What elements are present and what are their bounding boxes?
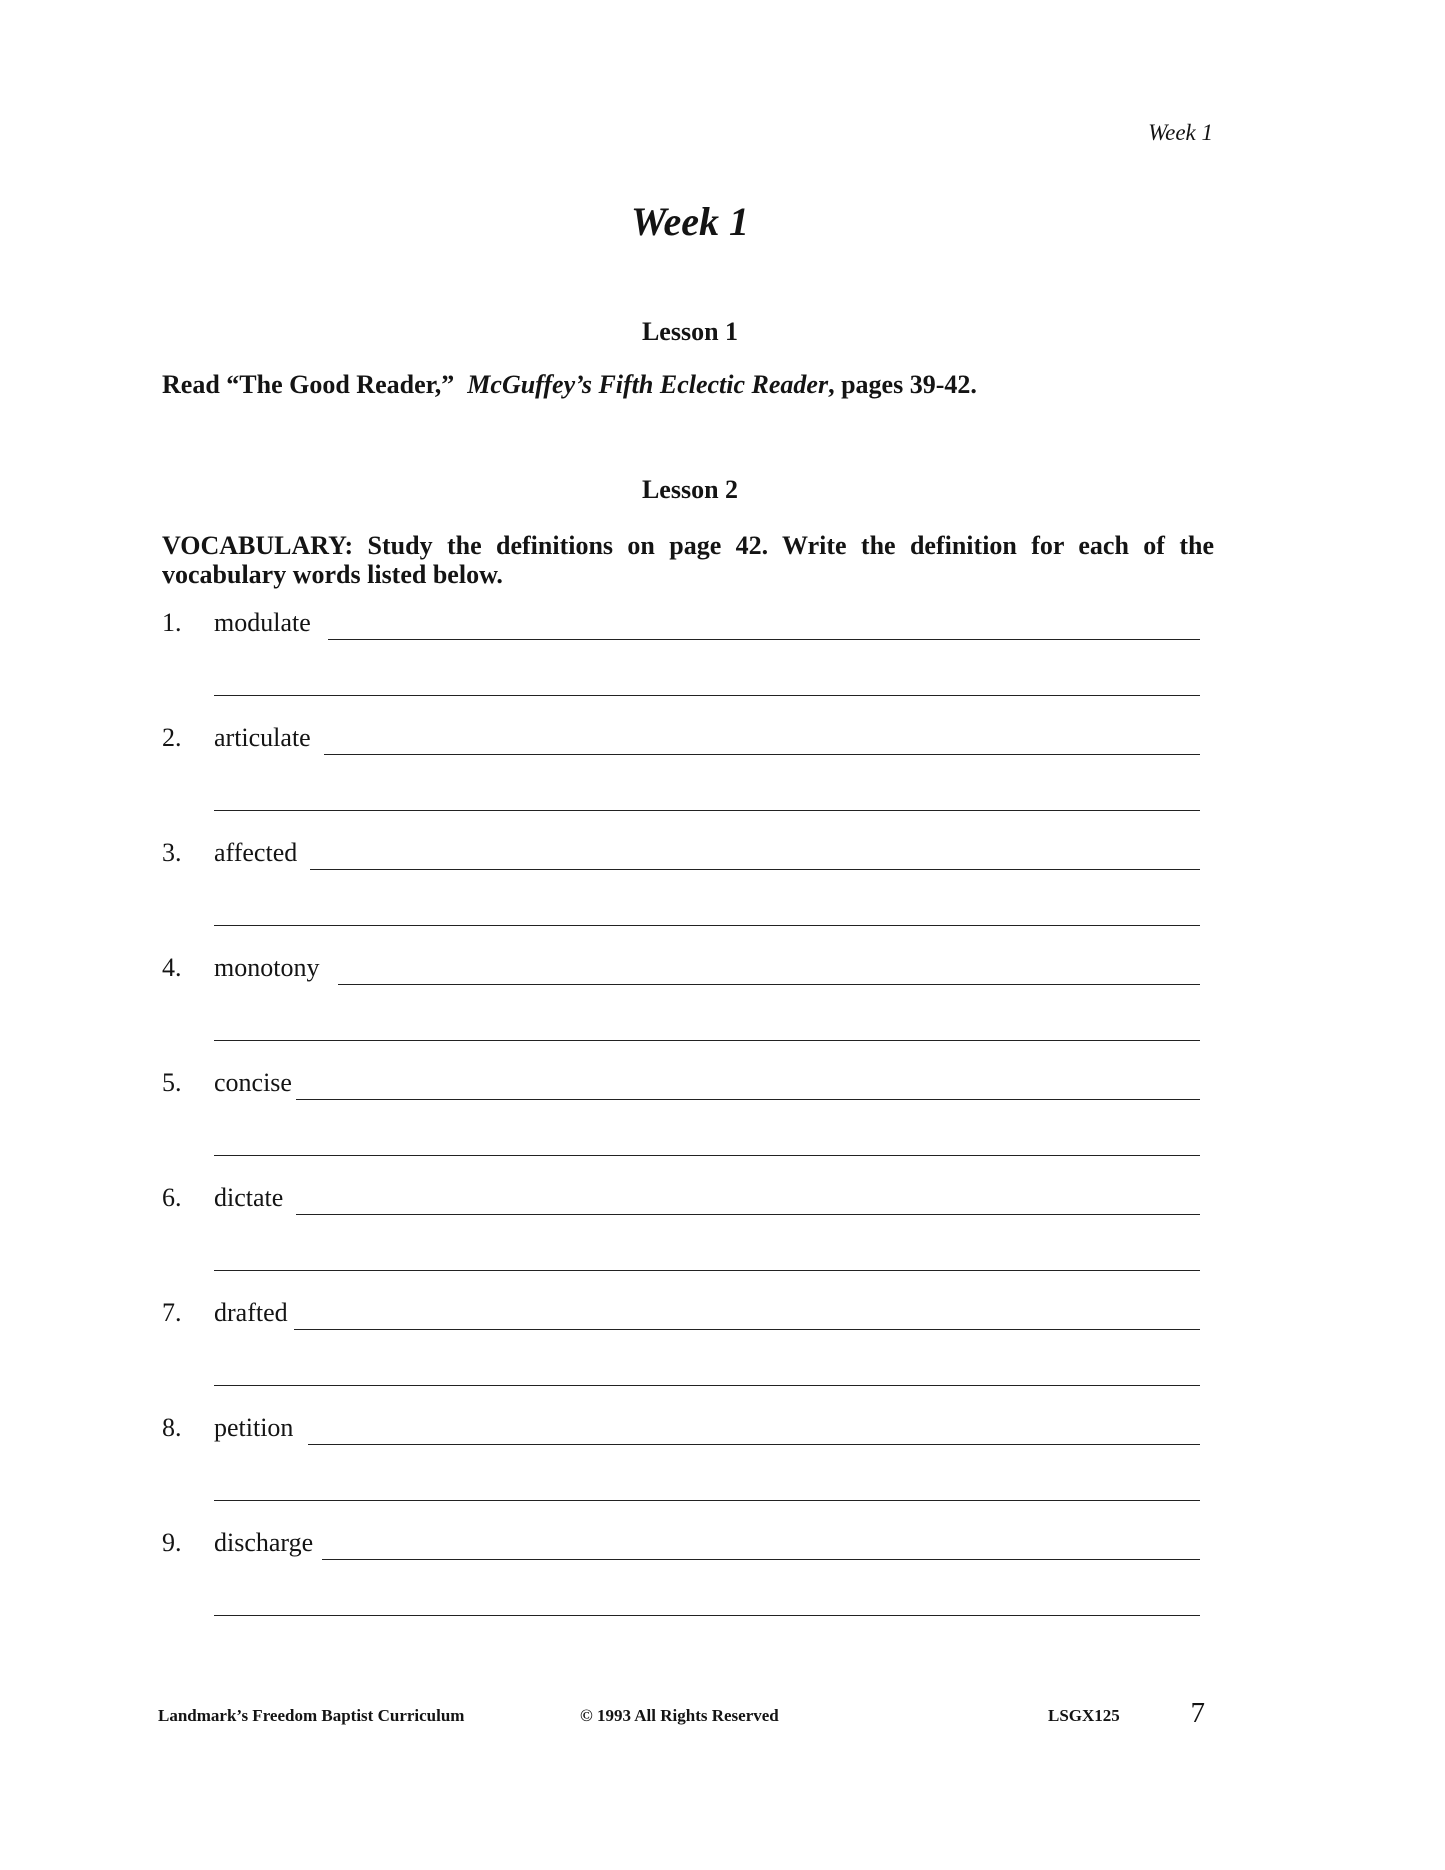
item-number: 2. <box>162 723 182 752</box>
vocab-item <box>0 723 1445 823</box>
item-number: 5. <box>162 1068 182 1097</box>
vocab-word: discharge <box>214 1528 314 1557</box>
answer-line[interactable] <box>214 810 1200 811</box>
book-title: McGuffey’s Fifth Eclectic Reader <box>467 370 829 399</box>
lesson-1-heading: Lesson 1 <box>641 317 739 346</box>
item-number: 4. <box>162 953 182 982</box>
item-number: 9. <box>162 1528 182 1557</box>
answer-line[interactable] <box>294 1329 1200 1330</box>
item-number: 6. <box>162 1183 182 1212</box>
vocab-item <box>0 953 1445 1053</box>
vocab-word: concise <box>214 1068 292 1097</box>
running-header: Week 1 <box>1148 120 1213 145</box>
answer-line[interactable] <box>322 1559 1200 1560</box>
vocab-item <box>0 838 1445 938</box>
answer-line[interactable] <box>214 1500 1200 1501</box>
answer-line[interactable] <box>310 869 1200 870</box>
vocab-word: dictate <box>214 1183 284 1212</box>
answer-line[interactable] <box>338 984 1200 985</box>
vocab-item <box>0 1183 1445 1283</box>
lesson-1-instruction <box>162 370 1214 399</box>
answer-line[interactable] <box>214 1615 1200 1616</box>
item-number: 1. <box>162 608 182 637</box>
answer-line[interactable] <box>214 1385 1200 1386</box>
answer-line[interactable] <box>214 1155 1200 1156</box>
answer-line[interactable] <box>328 639 1200 640</box>
lesson-2-heading: Lesson 2 <box>641 475 739 504</box>
answer-line[interactable] <box>296 1214 1200 1215</box>
vocab-item <box>0 1413 1445 1513</box>
answer-line[interactable] <box>324 754 1200 755</box>
lesson-2-instruction: VOCABULARY: Study the definitions on page 42. Write the definition for each of the vocabulary words listed below. <box>162 531 1214 589</box>
item-number: 3. <box>162 838 182 867</box>
vocab-word: monotony <box>214 953 320 982</box>
footer-copyright: © 1993 All Rights Reserved <box>580 1706 779 1725</box>
answer-line[interactable] <box>296 1099 1200 1100</box>
read-prefix: Read “The Good Reader,” <box>162 370 455 399</box>
item-number: 7. <box>162 1298 182 1327</box>
footer-publisher: Landmark’s Freedom Baptist Curriculum <box>158 1706 465 1725</box>
page-title: Week 1 <box>630 199 750 244</box>
footer-code: LSGX125 <box>1048 1706 1120 1725</box>
vocab-item <box>0 1068 1445 1168</box>
vocab-item <box>0 1298 1445 1398</box>
vocab-word: petition <box>214 1413 294 1442</box>
vocab-word: articulate <box>214 723 311 752</box>
answer-line[interactable] <box>214 1270 1200 1271</box>
page-range: , pages 39-42. <box>828 370 977 399</box>
answer-line[interactable] <box>214 1040 1200 1041</box>
vocab-word: modulate <box>214 608 311 637</box>
vocab-item <box>0 608 1445 708</box>
answer-line[interactable] <box>214 695 1200 696</box>
vocab-word: affected <box>214 838 298 867</box>
vocab-item <box>0 1528 1445 1628</box>
page-number: 7 <box>1190 1697 1205 1729</box>
answer-line[interactable] <box>214 925 1200 926</box>
vocab-word: drafted <box>214 1298 288 1327</box>
answer-line[interactable] <box>308 1444 1200 1445</box>
item-number: 8. <box>162 1413 182 1442</box>
